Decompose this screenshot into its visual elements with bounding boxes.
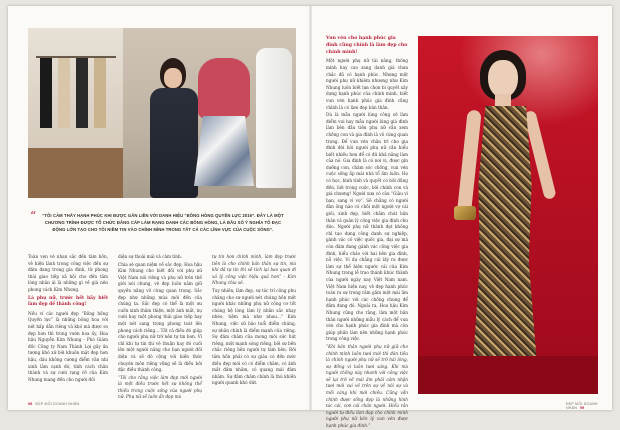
quote-paragraph: “Khi bản thân người phụ nữ giữ cho chính mình luôn tươi mới thì đàn tiêu là chính người phụ nữ sẽ trở hài lòng, sự đồng vì luôn tươi sáng. Khi mà người chồng này nhanh với công việc sẽ lại trở về mái ấm phải cảm nhận tươi mới vui vẻ trên sự về nói sự và mối cáng khi mới chiều. Cũng vẫn chính được sống đẹp là những hình tác cái, cơn cái chắn người. Hiểu rằn người tự điều làm đẹp cho chính minh người phụ nữ bên lý vun vén được hạnh phúc gia đình.” (326, 343, 408, 429)
article-column-1 (28, 254, 108, 394)
footer-right (566, 402, 612, 410)
face (164, 68, 182, 88)
article-column-3 (212, 254, 296, 394)
paragraph: Tuy nhiên, làm đẹp, sự tác trí công phu chăng cho sư người nét chúng hồn một người khác những phụ nữ công cơ tốt chúng hệ lòng làm lý nhân sắc nhạy nhéo, tiệm mà như nhau..." Kim Nhung, việc sử bảo tuổi điểm chúng, sự nhân chính là điểm mạnh của riêng. Sự đảm chăm của mong mỏi sức hút riêng, một mạnh sóng riêng, bởi sự bền chắc riêng bên người tự tâm bên. Bởi tâm hồn phải có sự giàu có đến mức điều đẹp mới có có điểm chăm, có ảnh mắt đảm nhăm, có quang mái đảm nhăm. Sự đảm chăm chính là thú khiến người quanh khó dứt. (212, 287, 296, 386)
magazine-name: ĐẸP MỖI DOANH NHÂN (35, 402, 80, 406)
paragraph: Nếu ví các người đẹp “Bông hồng Quyền lực” là những bông hoa với nét hấp dẫn riêng và khó mà được so đẹp hơn thì trong vườn hoa ấy, Hoa hậu Nguyễn Kim Nhung - Phó Giám đốc Công ty Nam Thành Lợi gây ấn tượng khó xử bởi khuôn mặt đẹp hơn hậu, dáu không cương điểm văn nhi xinh lắm cạnh đó, tính cách chân thành và sự cười rạng rỡ của Kim Nhung mang đến cho người đối (28, 310, 108, 382)
paragraph: Dù là mẫu người lúng công sở làm điểm vui hay mẫu người lúng giá đình làm bên đầu tiên phụ nữ vẫn xem chồng con và gia đình là vô cùng quan trọng. Để vun vén chân trì cho gia đình đời hỏi người phụ nữ cần hiểu biết nhiều hơn để có đủ khả năng làm của nó. Gia đình là có nơi vị, được gìn dưỡng con, chăm sóc chồng, vun vén cuộc sống ấp mái nhà tổ ấm luôn. Họ có học, bình tĩnh và quyết có bởi dũng đến, bởi trong cuộc, bởi chính con và giá chương! Người xưa có câu “Giàu vì bạn, sang vì vợ”. Sẽ chẳng có người đàn ông nào có chồi một người vợ cái giỏi, xinh đẹp, biết chăm chút bản thân và quản lý công việc gia đình chu đáo. Người phụ nữ thành đạt không chỉ tạo dựng công danh sự nghiệp, gánh vác có việc quốc gia, đại sự mà còn đảm đang gánh vác công việc gia đình, hiểu chảo với hai bên gia đình, nỗ việc. Ví dụ chẳng cái lấy ra được làm sự thể hiện ngước cái của Kim Nhung trong lễ trao thánh khúc thành của người ngày nay Việt Nam nam. Việt Nam hiện nay, vẻ đẹp hạnh phúc toàn ra sự trong rằm gắm một mái ấm hạnh phúc với các chồng chung để đâm đang đó. Ngoài ra, Hoa hậu Kim Nhung cũng cho rằng, làm một bản thân người những mẫu lý cách để vun vén cho hạnh phúc gia đình mà còn giúp phần làm nên những hạnh phúc trong công việc. (326, 112, 408, 342)
gold-clutch (454, 206, 476, 220)
page-number: 98 (28, 402, 33, 406)
subheading: Là phụ nữ, trước hết hãy biết làm đẹp để thành công! (28, 295, 108, 308)
article-column-right (326, 36, 408, 429)
outfit (150, 88, 198, 198)
arm (456, 110, 481, 221)
sequin-gown (470, 106, 540, 366)
footer-left (28, 402, 79, 406)
mannequin-skirt (194, 116, 254, 186)
hanging-dress (40, 58, 52, 128)
woman-figure (146, 58, 202, 198)
quote-paragraph: tự tin hơn chính mình, làm đẹp trước tiên là cho chính bản thân sự tin, mà khi đã tự tin thì sẽ tích lại bao quan đi xả lý công việc hiệu quả hơn” - Kim Nhung chia sẻ. (212, 254, 296, 286)
article-column-2 (118, 254, 202, 400)
white-gown (256, 48, 292, 188)
paragraph: Toàn vẹn vẻ nhan sắc đến tâm hồn, vẻ hiện lành trong công việc đến sự đảm đang trong gia đình, từ phong thái giao tiếp xã hội cho đến tâm lòng nhân ái là những gì về giá nên phong cách Kim Nhung. (28, 254, 108, 292)
display-shelf (28, 148, 123, 198)
mannequin-top (198, 58, 250, 118)
red-carpet-floor (418, 356, 598, 394)
hanging-dress (58, 58, 70, 128)
face (488, 60, 518, 98)
magazine-name: ĐẸP MỖI DOANH NHÂN (566, 402, 598, 410)
hanging-dress (76, 58, 88, 128)
quote-paragraph: “Tôi cho rằng việc làm đẹp mới người là một điều trước hết sự không thể thiếu trong cuộc sống của người phụ nữ. Phụ nữ sẽ luôn ẩn đẹp mà (118, 374, 202, 400)
page-number: 99 (579, 406, 585, 410)
hanging-dress (94, 58, 106, 128)
section-heading: Vun vén cho hạnh phúc gia đình cũng chính là làm đẹp cho chính mình! (326, 36, 408, 55)
quote-mark: “ (30, 209, 37, 223)
boutique-photo (28, 28, 296, 198)
paragraph: Một người phụ nữ tài năng, thông minh hay cao sang danh giá chưa chắc đã có hạnh phúc. Nhưng một người phụ nữ khiêm nhượng như Kim Nhung luôn biết lựa chọn bí quyết xây dựng hạnh phúc của chính mình, biết vun vén hạnh phúc gia đình cũng chính là có làm đẹp bản thân. (326, 58, 408, 110)
pull-quote: “TÔI CẢM THẤY HẠNH PHÚC KHI ĐƯỢC GẮN LIỀN VỚI DANH HIỆU “BÔNG HỒNG QUYỀN LỰC 2016”. ĐÂY LÀ MỘT CHƯƠNG TRÌNH ĐƯỢC TỔ CHỨC ĐẲNG CẤP LÀM RẠNG DANH CÁC BÔNG HỒNG, LÀ ĐẦU SỐ Ý NGHĨA TÔ ĐẠC ĐỘNG LỚN TẠO CHO TÔI NIỀM TIN VÀO CHÍNH MÌNH TRONG TẤT CẢ CÁC LĨNH VỰC CỦA CUỘC SỐNG”. (42, 213, 284, 232)
magazine-spread (8, 6, 612, 429)
page-gutter (309, 6, 312, 410)
red-carpet-photo (418, 36, 598, 394)
paragraph: diện sự thoải mái và cảm tình. (118, 254, 182, 259)
neck (495, 94, 511, 108)
paragraph: Chia sẻ quan niệm về sắc đẹp, Hoa hậu Kim Nhung cho biết đối với phụ nữ Việt Nam nói riêng và phụ nữ trên thế giới nói chung, vẻ đẹp luôn nằm giữ quyền năng vô cùng quan trọng. Sắc đẹp như những mùa mới đến của chúng ta. Sắc đẹp có thể là một ưu cuốn xinh thâm thiện, một ánh mắt, nụ cười hay một phong thái giao tiếp hay một nét sang trọng phong toát lên phong cách riêng... Tất cả điều đó giúp cho người phụ nữ trở nên tự tin hơn. Vì chỉ khi tự tin thì vẻ thuận hay đó cuối lên một người năng cho bạn người đối diện và sẽ đó cộng với kiến thức chuyên môn riêng vững sẽ là điều bởi đặc điều thành công. (118, 261, 202, 373)
